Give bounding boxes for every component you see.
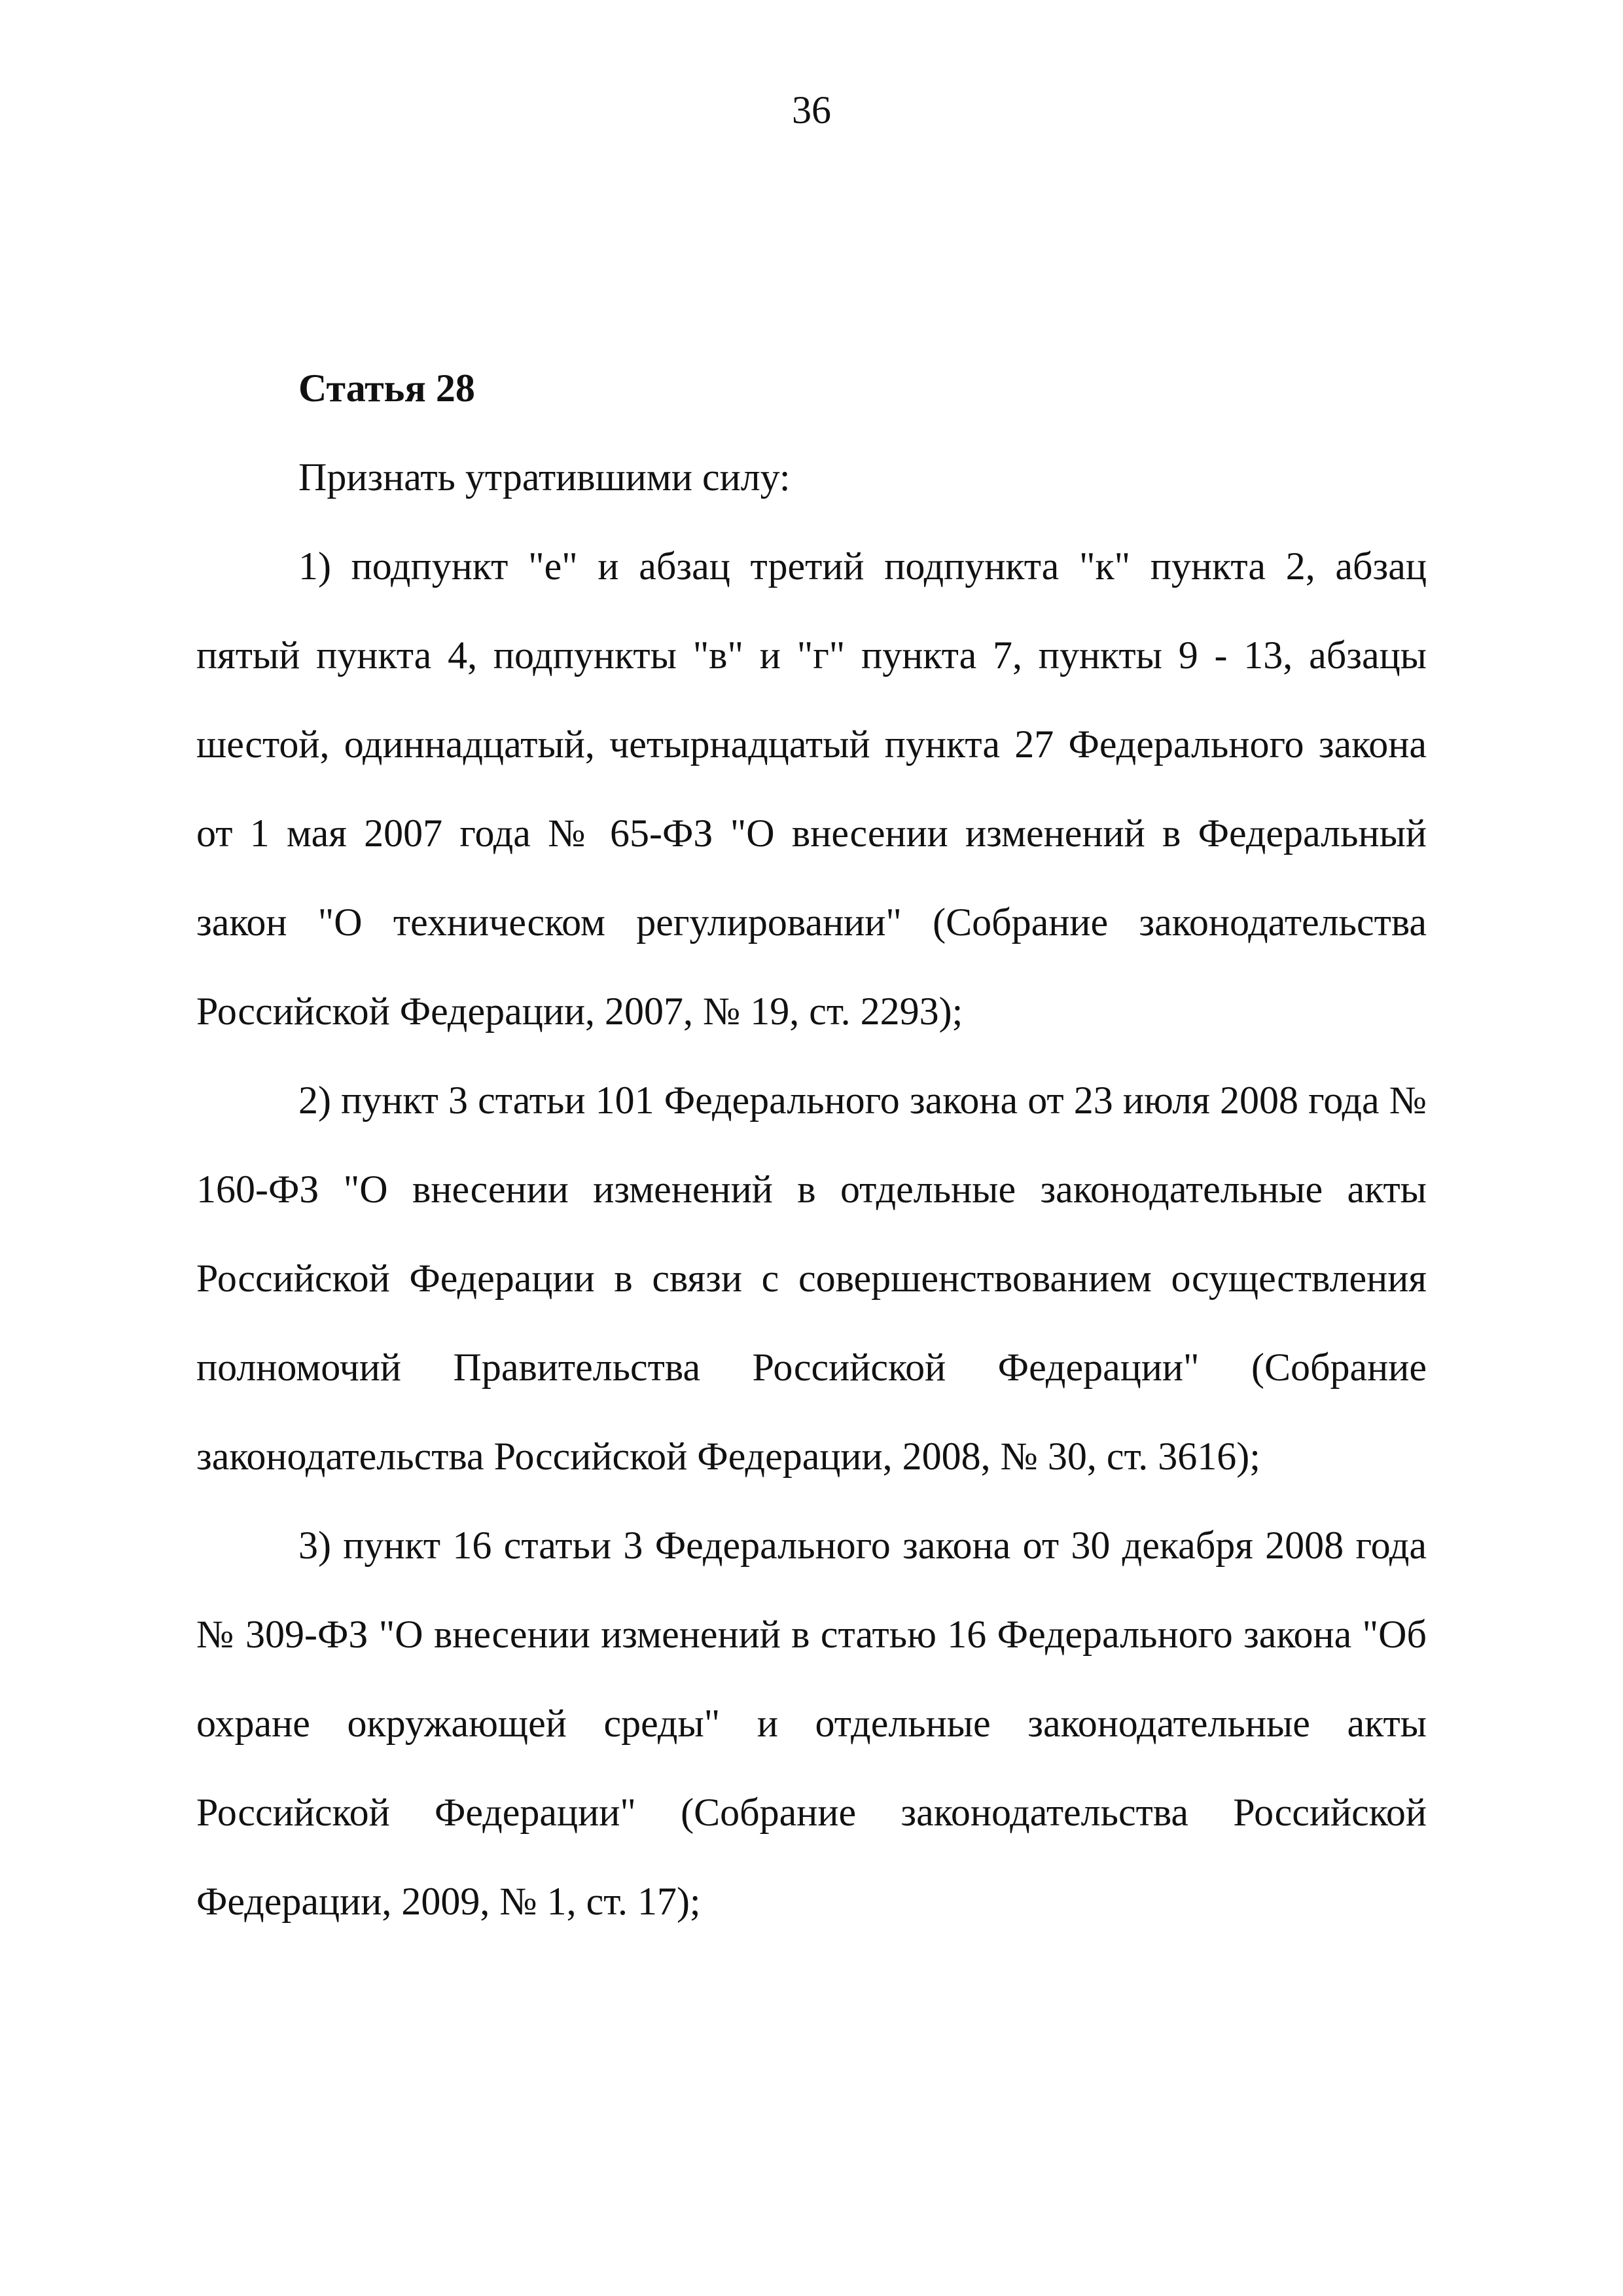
- article-title: Статья 28: [298, 367, 475, 410]
- article-body: [196, 344, 1427, 1946]
- page-number: 36: [792, 88, 831, 132]
- article-item-1: 1) подпункт "е" и абзац третий подпункта "к" пункта 2, абзац пятый пункта 4, подпункты "в" и "г" пункта 7, пункты 9 - 13, абзацы шестой, одиннадцатый, четырнадцатый пункта 27 Федерального закона от 1 мая 2007 года № 65-ФЗ "О внесении изменений в Федеральный закон "О техническом регулировании" (Собрание законодательства Российской Федерации, 2007, № 19, ст. 2293);: [196, 545, 1427, 1033]
- article-item-3: 3) пункт 16 статьи 3 Федерального закона от 30 декабря 2008 года № 309-ФЗ "О внесении изменений в статью 16 Федерального закона "Об охране окружающей среды" и отдельные законодательные акты Российской Федерации" (Собрание законодательства Российской Федерации, 2009, № 1, ст. 17);: [196, 1524, 1427, 1923]
- article-intro: Признать утратившими силу:: [298, 456, 791, 499]
- article-item-2: 2) пункт 3 статьи 101 Федерального закона от 23 июля 2008 года № 160-ФЗ "О внесении изменений в отдельные законодательные акты Российской Федерации в связи с совершенствованием осуществления полномочий Правительства Российской Федерации" (Собрание законодательства Российской Федерации, 2008, № 30, ст. 3616);: [196, 1079, 1427, 1478]
